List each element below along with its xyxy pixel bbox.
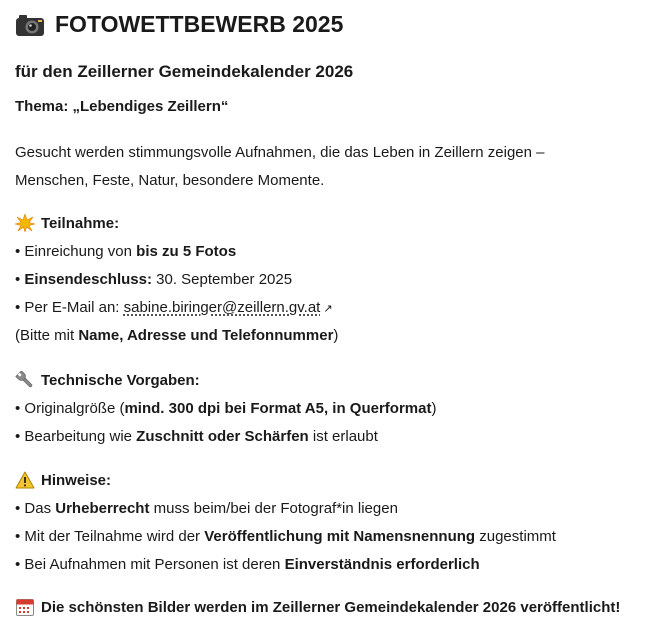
text: Einreichung von — [24, 243, 137, 260]
technik-item-1 — [15, 400, 436, 417]
text: ) — [333, 327, 339, 344]
page-title — [15, 11, 343, 38]
text: ) — [431, 400, 437, 417]
hinweise-item-2 — [15, 528, 556, 545]
text: muss beim/bei der Fotograf*in liegen — [149, 500, 398, 517]
calendar-icon — [15, 598, 35, 616]
bold-text: Urheberrecht — [55, 500, 150, 517]
teilnahme-heading — [15, 214, 119, 232]
camera-icon — [15, 13, 45, 37]
text: Bei Aufnahmen mit Personen ist deren — [24, 556, 285, 573]
teilnahme-note — [15, 327, 338, 344]
text: Per E-Mail an: — [24, 299, 124, 316]
text: zugestimmt — [475, 528, 556, 545]
teilnahme-item-1 — [15, 243, 236, 260]
technik-item-2 — [15, 428, 378, 445]
bold-text: mind. 300 dpi bei Format A5, in Querformat — [124, 400, 432, 417]
hinweise-heading-text: Hinweise: — [41, 471, 112, 489]
title-text: FOTOWETTBEWERB 2025 — [55, 11, 344, 37]
bold-text: Veröffentlichung mit Namensnennung — [204, 528, 476, 545]
intro-line-1: Gesucht werden stimmungsvolle Aufnahmen, die das Leben in Zeillern zeigen – — [15, 144, 545, 161]
text: Bearbeitung wie — [24, 428, 137, 445]
warning-icon — [15, 471, 35, 489]
hinweise-item-3 — [15, 556, 480, 573]
text: 30. September 2025 — [151, 271, 293, 288]
technik-heading — [15, 371, 200, 389]
text: Mit der Teilnahme wird der — [24, 528, 205, 545]
bold-text: bis zu 5 Fotos — [136, 243, 237, 260]
sparkle-icon — [15, 214, 35, 232]
text: Das — [24, 500, 56, 517]
external-link-icon[interactable]: ↗ — [323, 303, 333, 315]
hinweise-heading — [15, 471, 111, 489]
teilnahme-heading-text: Teilnahme: — [41, 214, 120, 232]
teilnahme-item-2 — [15, 271, 292, 288]
email-link[interactable]: sabine.biringer@zeillern.gv.at — [123, 299, 321, 316]
bold-text: Einverständnis erforderlich — [284, 556, 480, 573]
intro-line-2: Menschen, Feste, Natur, besondere Momente. — [15, 172, 325, 189]
text: (Bitte mit — [15, 327, 79, 344]
theme-line: Thema: „Lebendiges Zeillern“ — [15, 98, 229, 115]
bold-text: Name, Adresse und Telefonnummer — [78, 327, 334, 344]
final-note-text: Die schönsten Bilder werden im Zeillerner Gemeindekalender 2026 veröffentlicht! — [41, 598, 621, 616]
hinweise-item-1 — [15, 500, 398, 517]
text: Originalgröße ( — [24, 400, 125, 417]
bold-text: Zuschnitt oder Schärfen — [136, 428, 309, 445]
subtitle: für den Zeillerner Gemeindekalender 2026 — [15, 62, 354, 81]
bold-text: Einsendeschluss: — [24, 271, 152, 288]
technik-heading-text: Technische Vorgaben: — [41, 371, 200, 389]
text: ist erlaubt — [308, 428, 378, 445]
wrench-icon — [15, 371, 35, 389]
final-note — [15, 598, 620, 616]
teilnahme-item-3 — [15, 299, 333, 316]
